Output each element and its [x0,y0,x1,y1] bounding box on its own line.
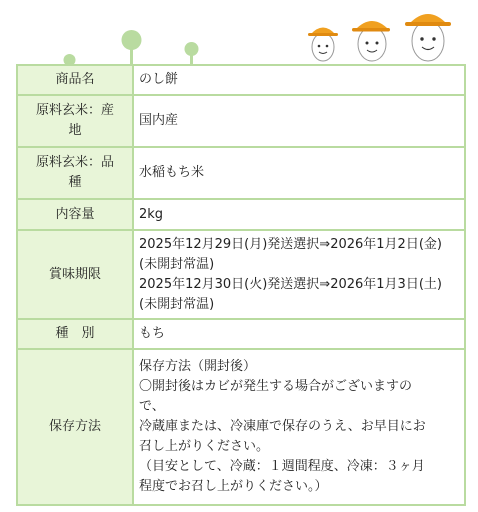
value-type [133,319,465,349]
header-decoration [0,0,478,66]
label-line: 地 [68,123,82,138]
table-row [17,95,465,147]
label-type: 種 別 [17,319,133,349]
value-line: （目安として、冷蔵：１週間程度、冷凍：３ヶ月 [139,459,425,474]
rice-mascot-icon [352,21,390,61]
label-variety [17,147,133,199]
value-product-name [133,65,465,95]
label-origin [17,95,133,147]
value-line: 冷蔵庫または、冷凍庫で保存のうえ、お早目にお [139,419,426,434]
rice-mascot-icon [405,14,451,61]
label-line: 種 [68,175,82,190]
tree-medium-icon [185,42,199,66]
value-line: もち [139,326,166,341]
label-line: 原料玄米：産 [35,103,114,118]
value-line: 召し上がりください。 [139,439,270,454]
value-line: 2kg [139,206,164,222]
value-storage [133,349,465,505]
value-line: 程度でお召し上がりください。） [139,479,328,494]
label-best-before: 賞味期限 [17,230,133,319]
value-line: 2025年12月30日(火)発送選択⇒2026年1月3日(土) [139,276,442,292]
value-line: 〇開封後はカビが発生する場合がございますの [139,379,413,394]
table-row [17,319,465,349]
rice-mascot-icon [308,28,338,62]
table-row [17,65,465,95]
value-variety [133,147,465,199]
value-line: で、 [139,399,165,414]
value-line: 2025年12月29日(月)発送選択⇒2026年1月2日(金) [139,236,442,252]
value-line: のし餅 [139,72,179,87]
label-content-amount: 内容量 [17,199,133,230]
product-spec-table [16,64,466,506]
value-line: (未開封常温) [139,256,215,272]
value-line: (未開封常温) [139,296,215,312]
value-line: 国内産 [139,113,179,128]
label-storage: 保存方法 [17,349,133,505]
table-row [17,230,465,319]
tree-large-icon [122,30,142,66]
table-row [17,349,465,505]
label-line: 原料玄米：品 [35,155,114,170]
value-best-before [133,230,465,319]
label-product-name: 商品名 [17,65,133,95]
table-row [17,199,465,230]
value-line: 保存方法（開封後） [139,359,257,374]
value-line: 水稲もち米 [139,165,205,180]
value-content-amount [133,199,465,230]
value-origin [133,95,465,147]
table-row [17,147,465,199]
